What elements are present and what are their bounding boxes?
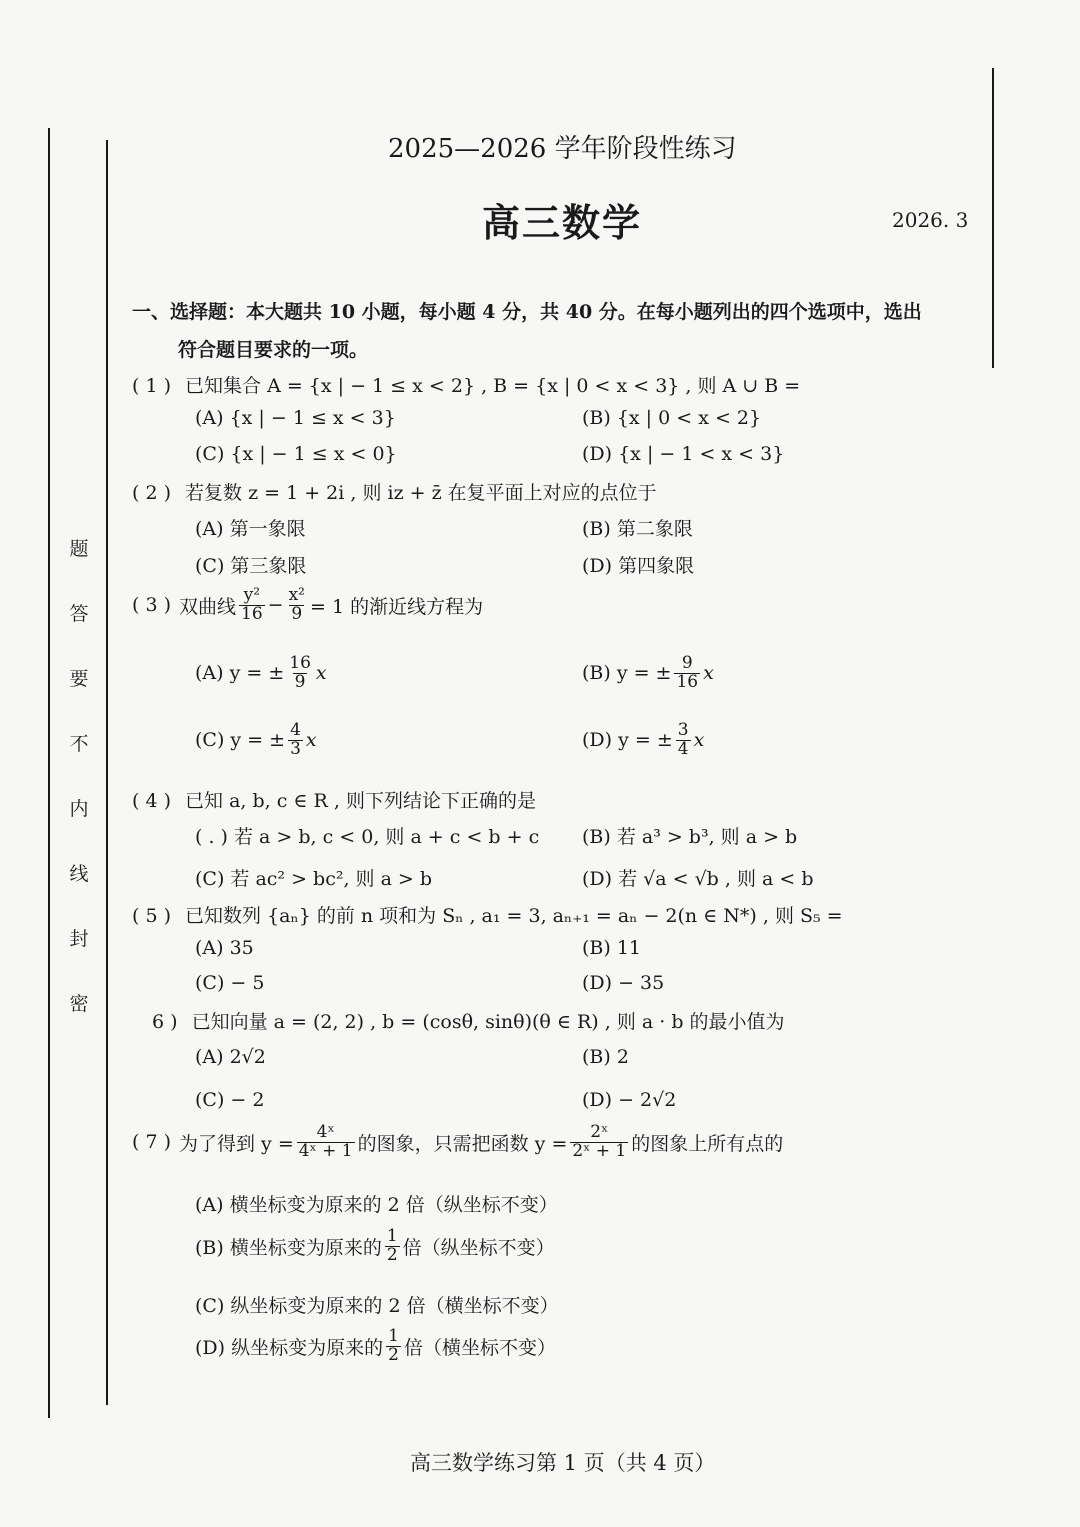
option-a: (A) 2√2 [195,1046,266,1068]
question-2 [132,478,657,505]
question-stem: 已知 a, b, c ∈ R , 则下列结论下正确的是 [185,790,536,812]
option-b: (B) 2 [582,1046,629,1068]
question-stem: 已知集合 A = {x | − 1 ≤ x < 2} , B = {x | 0 < x < 3} , 则 A ∪ B = [185,375,801,397]
seal-char: 线 [69,863,89,885]
section-header: 一、选择题：本大题共 10 小题，每小题 4 分，共 40 分。在每小题列出的四个选项中，选出 [132,301,922,323]
question-number: ( 3 ) [132,594,171,617]
seal-char: 内 [69,798,89,820]
seal-char: 题 [69,538,89,560]
question-stem: 已知向量 a = (2, 2) , b = (cosθ, sinθ)(θ ∈ R) , 则 a · b 的最小值为 [191,1011,785,1033]
question-number: 6 ) [152,1011,178,1033]
fraction: $\frac{3}{4}$ [677,720,689,759]
option-a: (A) 第一象限 [195,518,306,540]
option-c: (C) − 5 [195,972,265,994]
option-d: (D) 纵坐标变为原来的 $\frac{1}{2}$ 倍（横坐标不变） [195,1326,556,1365]
option-a: (A) {x | − 1 ≤ x < 3} [195,407,396,429]
option-b: (B) 若 a³ > b³, 则 a > b [582,826,798,848]
option-c: (C) − 2 [195,1089,265,1111]
fraction: $\frac{4}{3}$ [290,720,301,759]
fraction: $\frac{\text{y²}}{16}$ [241,585,263,624]
question-number: ( 5 ) [132,905,171,927]
option-d: (D) y = ± $\frac{3}{4}$ x [582,720,705,759]
fraction: $\frac{9}{16}$ [676,653,699,692]
left-margin-line [48,128,50,1418]
exam-title: 2025—2026 学年阶段性练习 [388,134,737,164]
option-b: (B) {x | 0 < x < 2} [582,407,762,429]
question-number: ( 7 ) [132,1131,171,1154]
question-3: ( 3 ) 双曲线 $\frac{\text{y²}}{16}$ − $\frac{\text{x²}}{9}$ = 1 的渐近线方程为 [132,585,484,624]
exam-date: 2026. 3 [892,208,969,232]
subject-title: 高三数学 [482,200,643,245]
question-stem: 已知数列 {aₙ} 的前 n 项和为 Sₙ , a₁ = 3, aₙ₊₁ = aₙ − 2(n ∈ N*) , 则 S₅ = [185,905,843,927]
question-7 [132,1124,783,1161]
option-d: (D) − 35 [582,972,665,994]
option-b: (B) 横坐标变为原来的 $\frac{1}{2}$ 倍（纵坐标不变） [195,1226,555,1265]
seal-char: 不 [69,733,89,755]
option-a: (A) 横坐标变为原来的 2 倍（纵坐标不变） [195,1194,558,1216]
question-5 [132,901,843,928]
fraction: $\frac{\text{4ˣ}}{\text{4ˣ + 1}}$ [298,1122,353,1161]
option-c: (C) y = ± $\frac{4}{3}$ x [195,720,317,759]
option-d: (D) − 2√2 [582,1089,677,1111]
seal-char: 封 [69,928,89,950]
question-stem: 若复数 z = 1 + 2i , 则 iz + z̄ 在复平面上对应的点位于 [185,482,657,504]
fraction: $\frac{\text{2ˣ}}{\text{2ˣ + 1}}$ [572,1122,627,1161]
option-b: (B) 11 [582,937,642,959]
option-a: (A) 35 [195,937,254,959]
question-1 [132,371,800,398]
option-a: ( . ) 若 a > b, c < 0, 则 a + c < b + c [195,826,540,848]
fraction: $\frac{1}{2}$ [386,1226,398,1265]
option-b: (B) 第二象限 [582,518,693,540]
binding-line [106,140,108,1405]
option-b: (B) y = ± $\frac{9}{16}$ x [582,653,714,692]
option-d: (D) 第四象限 [582,555,695,577]
seal-line-notice [64,535,94,1055]
option-c: (C) 若 ac² > bc², 则 a > b [195,868,433,890]
fraction: $\frac{\text{x²}}{9}$ [288,585,305,624]
question-number: ( 1 ) [132,375,171,397]
question-stem-post: = 1 的渐近线方程为 [309,595,484,618]
question-stem-mid: 的图象，只需把函数 y = [357,1132,568,1155]
question-number: ( 4 ) [132,790,171,812]
option-a: (A) y = ± $\frac{16}{9}$ x [195,653,327,692]
question-number: ( 2 ) [132,482,171,504]
seal-char: 答 [69,603,89,625]
question-stem-pre: 为了得到 y = [179,1132,294,1155]
option-c: (C) 纵坐标变为原来的 2 倍（横坐标不变） [195,1295,559,1317]
fraction: $\frac{16}{9}$ [289,653,311,692]
seal-char: 密 [69,993,89,1015]
option-c: (C) 第三象限 [195,555,307,577]
question-stem-post: 的图象上所有点的 [631,1132,784,1155]
seal-char: 要 [69,668,89,690]
right-margin-line [992,68,994,368]
question-4 [132,786,536,813]
fraction: $\frac{1}{2}$ [388,1326,399,1365]
section-header-cont: 符合题目要求的一项。 [178,339,369,361]
page-footer: 高三数学练习第 1 页（共 4 页） [410,1451,716,1475]
option-c: (C) {x | − 1 ≤ x < 0} [195,443,397,465]
option-d: (D) {x | − 1 < x < 3} [582,443,785,465]
question-6 [152,1007,785,1034]
option-d: (D) 若 √a < √b , 则 a < b [582,868,814,890]
question-stem-pre: 双曲线 [179,595,237,618]
